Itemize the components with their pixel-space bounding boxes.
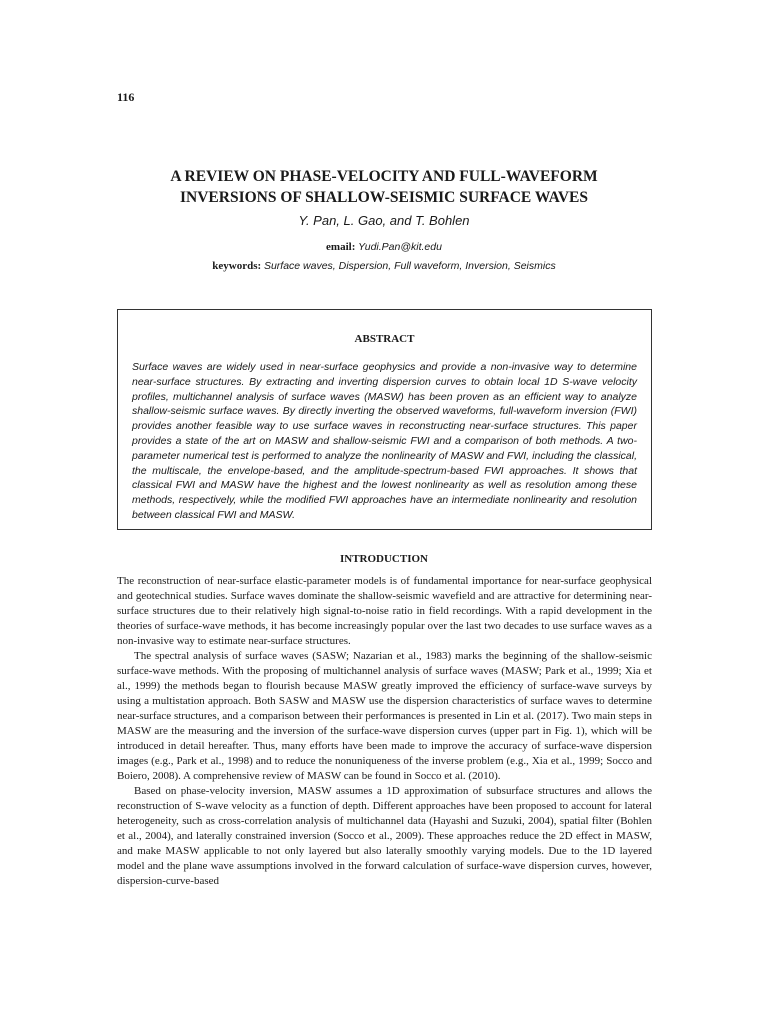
email-value: Yudi.Pan@kit.edu xyxy=(358,241,442,253)
abstract-box xyxy=(117,309,652,530)
introduction-heading: INTRODUCTION xyxy=(339,553,428,565)
email-label: email: xyxy=(326,241,356,253)
abstract-text: Surface waves are widely used in near-surface geophysics and provide a non-invasive way to determine near-surface structures. By extracting and inverting dispersion curves to obtain local 1D S-wave velocity profiles, multichannel analysis of surface waves (MASW) has been proven as an efficient way to analyze shallow-seismic surface waves. By directly inverting the observed waveforms, full-waveform inversion (FWI) provides another feasible way to use surface waves in reconstructing near-surface structures. This paper provides a state of the art on MASW and shallow-seismic FWI and a comparison of both methods. A two-parameter numerical test is performed to analyze the nonlinearity of MASW and FWI, including the classical, the multiscale, the envelope-based, and the amplitude-spectrum-based FWI approaches. It shows that classical FWI and MASW have the highest and the lowest nonlinearity as well as resolution among these methods, respectively, while the modified FWI approaches have an intermediate nonlinearity and resolution between classical FWI and MASW. xyxy=(132,361,637,521)
title-line-2: INVERSIONS OF SHALLOW-SEISMIC SURFACE WAVES xyxy=(180,189,588,206)
page-number: 116 xyxy=(117,90,135,104)
title-line-1: A REVIEW ON PHASE-VELOCITY AND FULL-WAVEFORM xyxy=(170,168,598,185)
intro-paragraph-2: The spectral analysis of surface waves (SASW; Nazarian et al., 1983) marks the beginning of the shallow-seismic surface-wave methods. With the proposing of multichannel analysis of surface waves (MASW; Park et al., 1999; Xia et al., 1999) the methods began to flourish because MASW greatly improved the efficiency of surface-wave surveys by using a multistation approach. Both SASW and MASW use the dispersion characteristics of surface waves to determine near-surface structures, and a comparison between their performances is presented in Lin et al. (2017). Two main steps in MASW are the measuring and the inversion of the surface-wave dispersion curves (upper part in Fig. 1), which will be introduced in detail hereafter. Thus, many efforts have been made to improve the accuracy of surface-wave dispersion images (e.g., Park et al., 1998) and to reduce the nonuniqueness of the inverse problem (e.g., Xia et al., 1999; Socco and Boiero, 2008). A comprehensive review of MASW can be found in Socco et al. (2010). xyxy=(117,650,652,782)
keywords-value: Surface waves, Dispersion, Full waveform, Inversion, Seismics xyxy=(263,260,556,272)
introduction-body xyxy=(117,574,652,889)
email-line xyxy=(100,241,668,253)
keywords-label: keywords: xyxy=(212,260,262,272)
abstract-heading: ABSTRACT xyxy=(354,333,415,345)
authors: Y. Pan, L. Gao, and T. Bohlen xyxy=(298,213,470,228)
paper-title xyxy=(100,166,668,208)
keywords-line xyxy=(100,260,668,272)
intro-paragraph-3: Based on phase-velocity inversion, MASW assumes a 1D approximation of subsurface structures and allows the reconstruction of S-wave velocity as a function of depth. Different approaches have been proposed to account for lateral heterogeneity, such as cross-correlation analysis of multichannel data (Hayashi and Suzuki, 2004), spatial filter (Bohlen et al., 2004), and laterally constrained inversion (Socco et al., 2009). These approaches reduce the 2D effect in MASW, and make MASW applicable to not only layered but also laterally smoothly varying models. Due to the 1D layered model and the plane wave assumptions involved in the forward calculation of surface-wave dispersion curves, however, dispersion-curve-based xyxy=(117,785,652,887)
intro-paragraph-1: The reconstruction of near-surface elastic-parameter models is of fundamental importance for near-surface geophysical and geotechnical studies. Surface waves dominate the shallow-seismic wavefield and are attractive for determining near-surface structures due to their relatively high signal-to-noise ratio in field recordings. With a rapid development in the theories of surface-wave methods, it has become increasingly popular over the last two decades to use surface waves as a non-invasive way to estimate near-surface structures. xyxy=(117,575,652,647)
